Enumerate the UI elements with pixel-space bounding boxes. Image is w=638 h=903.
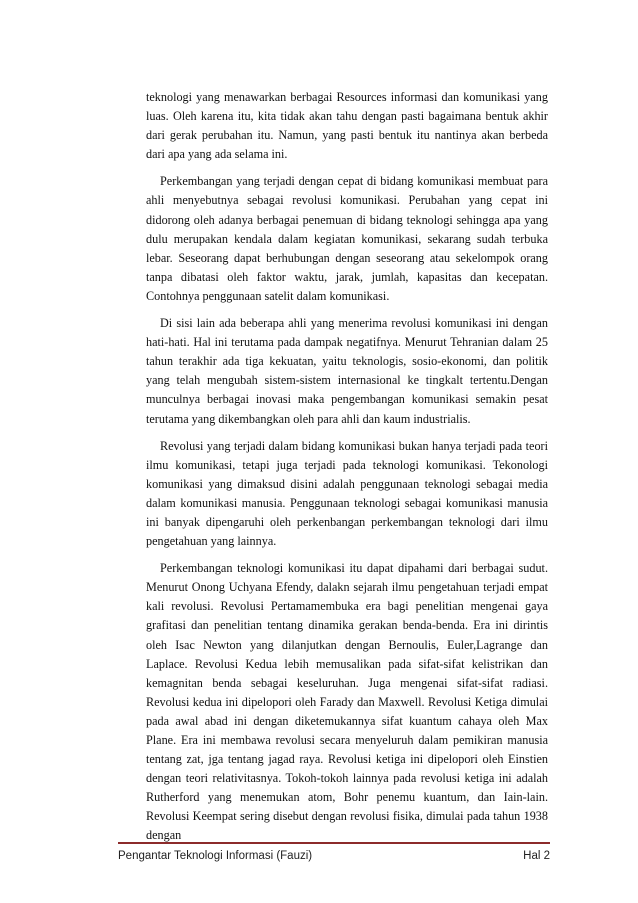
- paragraph-continuation: teknologi yang menawarkan berbagai Resources informasi dan komunikasi yang luas. Oleh karena itu, kita tidak akan tahu dengan pasti bagaimana bentuk akhir dari gerak perubahan itu. Namun, yang pasti bentuk itu nantinya akan berbeda dari apa yang ada selama ini.: [146, 90, 548, 162]
- paragraph: Di sisi lain ada beberapa ahli yang menerima revolusi komunikasi ini dengan hati-hati. Hal ini terutama pada dampak negatifnya. Menurut Tehranian dalam 25 tahun terakhir ada tiga kekuatan, yaitu teknologis, sosio-ekonomi, dan politik yang telah mengubah sistem-sistem internasional ke tingkalt tertentu.Dengan munculnya berbagai inovasi maka pengembangan komunikasi semakin pesat terutama yang dikembangkan oleh para ahli dan kaum industrialis.: [146, 316, 548, 426]
- footer-divider: [118, 842, 550, 844]
- page-number: Hal 2: [523, 850, 550, 862]
- body-text: [146, 88, 548, 854]
- paragraph: Revolusi yang terjadi dalam bidang komunikasi bukan hanya terjadi pada teori ilmu komunikasi, tetapi juga terjadi pada teknologi komunikasi. Tekonologi komunikasi yang dimaksud disini adalah penggunaan teknologi sebagai media dalam komunikasi manusia. Penggunaan teknologi sebagai komunikasi manusia ini banyak dipengaruhi oleh perkenbangan perkembangan teknologi dari ilmu pengetahuan yang lainnya.: [146, 438, 548, 549]
- paragraph: Perkembangan teknologi komunikasi itu dapat dipahami dari berbagai sudut. Menurut Onong Uchyana Efendy, dalakn sejarah ilmu pengetahuan terjadi empat kali revolusi. Revolusi Pertamamembuka era bagi penelitian mengenai gaya grafitasi dan penelitian tentang dinamika gerakan benda-benda. Era ini dirintis oleh Isac Newton yang dilanjutkan dengan Bernoulis, Euler,Lagrange dan Laplace. Revolusi Kedua lebih memusalikan pada sifat-sifat kelistrikan dan kemagnitan benda sebagai keseluruhan. Juga mengenai sifat-sifat radiasi. Revolusi kedua ini dipelopori oleh Farady dan Maxwell. Revolusi Ketiga dimulai pada awal abad ini dengan diketemukannya sifat kuantum cahaya oleh Max Plane. Era ini membawa revolusi secara menyeluruh dalam pemikiran manusia tentang zat, jga tentang jagad raya. Revolusi ketiga ini dipelopori oleh Einstien dengan teori relativitasnya. Tokoh-tokoh lainnya pada revolusi ketiga ini adalah Rutherford yang menemukan atom, Bohr penemu kuantum, dan Iain-lain. Revolusi Keempat sering disebut dengan revolusi fisika, dimulai pada tahun 1938 dengan: [146, 561, 548, 843]
- footer-title: Pengantar Teknologi Informasi (Fauzi): [118, 850, 313, 862]
- paragraph: Perkembangan yang terjadi dengan cepat di bidang komunikasi membuat para ahli menyebutnya sebagai revolusi komunikasi. Perubahan yang cepat ini didorong oleh adanya berbagai penemuan di bidang teknologi sehingga apa yang dulu merupakan kendala dalam kegiatan komunikasi, sekarang sudah terbuka lebar. Seseorang dapat berhubungan dengan seseorang atau sekelompok orang tanpa dibatasi oleh faktor waktu, jarak, jumlah, kapasitas dan kecepatan. Contohnya penggunaan satelit dalam komunikasi.: [146, 174, 548, 303]
